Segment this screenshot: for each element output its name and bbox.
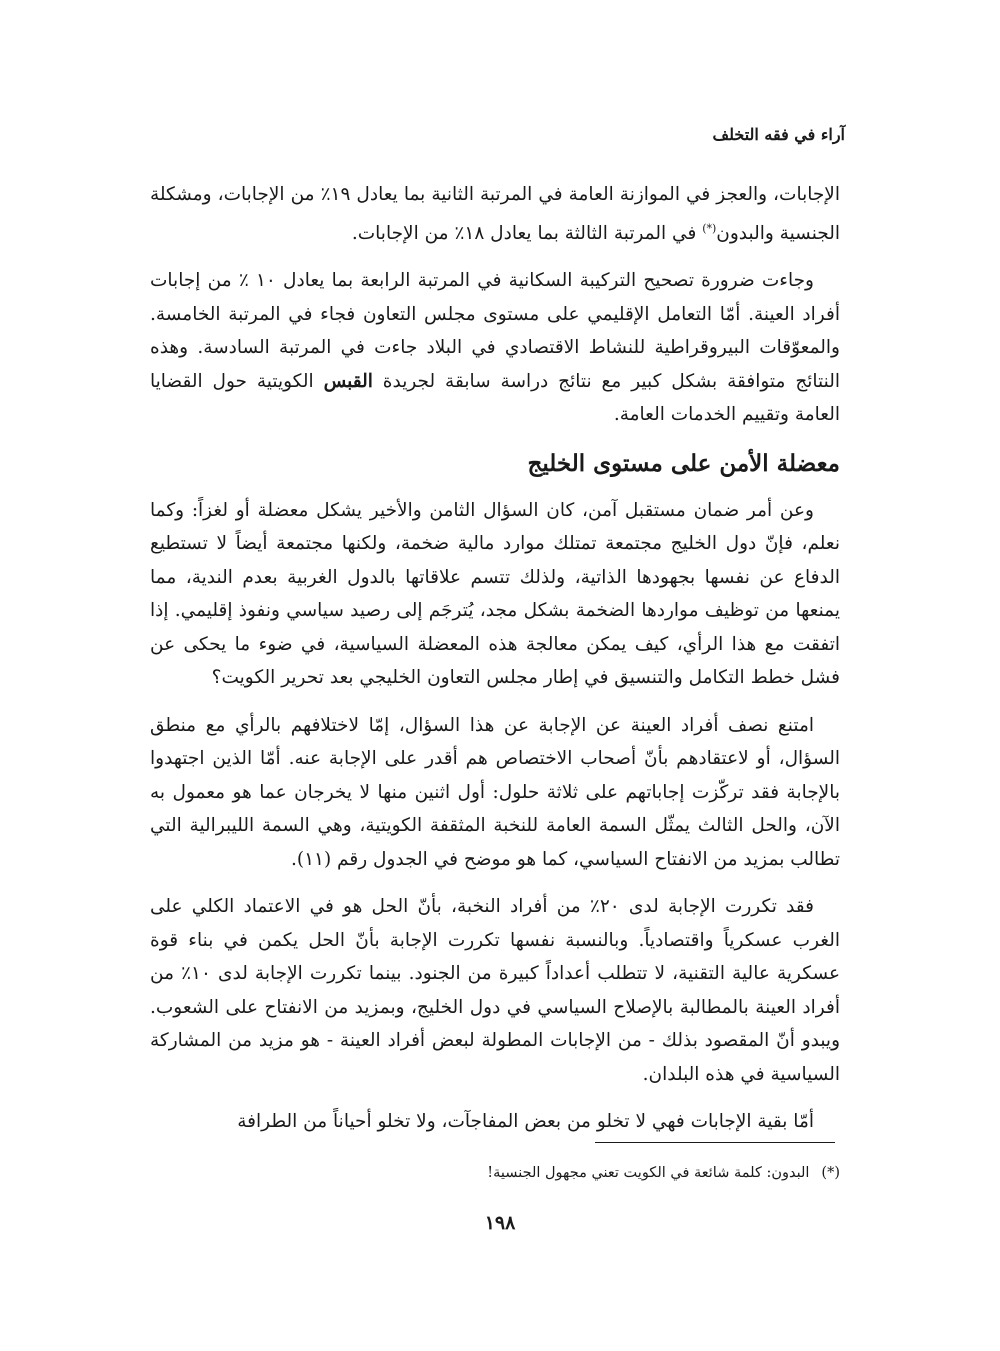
paragraph: امتنع نصف أفراد العينة عن الإجابة عن هذا السؤال، إمّا لاختلافهم بالرأي مع منطق السؤال، أو لاعتقادهم بأنّ أصحاب الاختصاص هم أقدر على الإجابة عنه. أمّا الذين اجتهدوا بالإجابة فقد تركّزت إجاباتهم على ثلاثة حلول: أول اثنين منها لا يخرجان عما هو معمول به الآن، والحل الثالث يمثّل السمة العامة للنخبة المثقفة الكويتية، وهي السمة الليبرالية التي تطالب بمزيد من الانفتاح السياسي، كما هو موضح في الجدول رقم (١١). <box>150 714 840 870</box>
newspaper-name: القبس <box>323 370 373 392</box>
paragraph: وعن أمر ضمان مستقبل آمن، كان السؤال الثامن والأخير يشكل معضلة أو لغزاً: وكما نعلم، فإنّ دول الخليج مجتمعة تمتلك موارد مالية ضخمة، ولكنها مجتمعة أيضاً لا تستطيع الدفاع عن نفسها بجهودها الذاتية، ولذلك تتسم علاقاتها بالدول الغربية بعدم الندية، مما يمنعها من توظيف مواردها الضخمة بشكل مجد، يُترجَم إلى رصيد سياسي ونفوذ إقليمي. إذا اتفقت مع هذا الرأي، كيف يمكن معالجة هذه المعضلة السياسية، في ضوء ما يحكى عن فشل خطط التكامل والتنسيق في إطار مجلس التعاون الخليجي بعد تحرير الكويت؟ <box>150 499 840 689</box>
body-text <box>150 178 840 1153</box>
paragraph: وجاءت ضرورة تصحيح التركيبة السكانية في المرتبة الرابعة بما يعادل ١٠ ٪ من إجابات أفراد العينة. أمّا التعامل الإقليمي على مستوى مجلس التعاون فجاء في المرتبة الخامسة. والمعوّقات البيروقراطية للنشاط الاقتصادي في البلاد جاءت في المرتبة السادسة. وهذه النتائج متوافقة بشكل كبير مع نتائج دراسة سابقة لجريدة القبس الكويتية حول القضايا العامة وتقييم الخدمات العامة. <box>150 270 840 426</box>
paragraph: الإجابات، والعجز في الموازنة العامة في المرتبة الثانية بما يعادل ١٩٪ من الإجابات، ومشكلة الجنسية والبدون(*) في المرتبة الثالثة بما يعادل ١٨٪ من الإجابات. <box>150 184 840 244</box>
footnote-mark: (*) <box>821 1165 840 1181</box>
running-head: آراء في فقه التخلف <box>712 125 845 144</box>
footnote-reference[interactable]: (*) <box>702 221 717 235</box>
footnote-divider <box>595 1142 835 1143</box>
footnote <box>487 1165 840 1181</box>
section-heading: معضلة الأمن على مستوى الخليج <box>527 449 840 477</box>
paragraph: فقد تكررت الإجابة لدى ٢٠٪ من أفراد النخبة، بأنّ الحل هو في الاعتماد الكلي على الغرب عسكرياً واقتصادياً. وبالنسبة نفسها تكررت الإجابة بأنّ الحل يكمن في بناء قوة عسكرية عالية التقنية، لا تتطلب أعداداً كبيرة من الجنود. بينما تكررت الإجابة لدى ١٠٪ من أفراد العينة بالمطالبة بالإصلاح السياسي في دول الخليج، وبمزيد من الانفتاح على الشعوب. ويبدو أنّ المقصود بذلك - من الإجابات المطولة لبعض أفراد العينة - هو مزيد من المشاركة السياسية في هذه البلدان. <box>150 896 840 1085</box>
footnote-text: البدون: كلمة شائعة في الكويت تعني مجهول الجنسية! <box>487 1165 810 1181</box>
paragraph: أمّا بقية الإجابات فهي لا تخلو من بعض المفاجآت، ولا تخلو أحياناً من الطرافة <box>237 1111 814 1133</box>
page-number: ١٩٨ <box>484 1212 516 1234</box>
